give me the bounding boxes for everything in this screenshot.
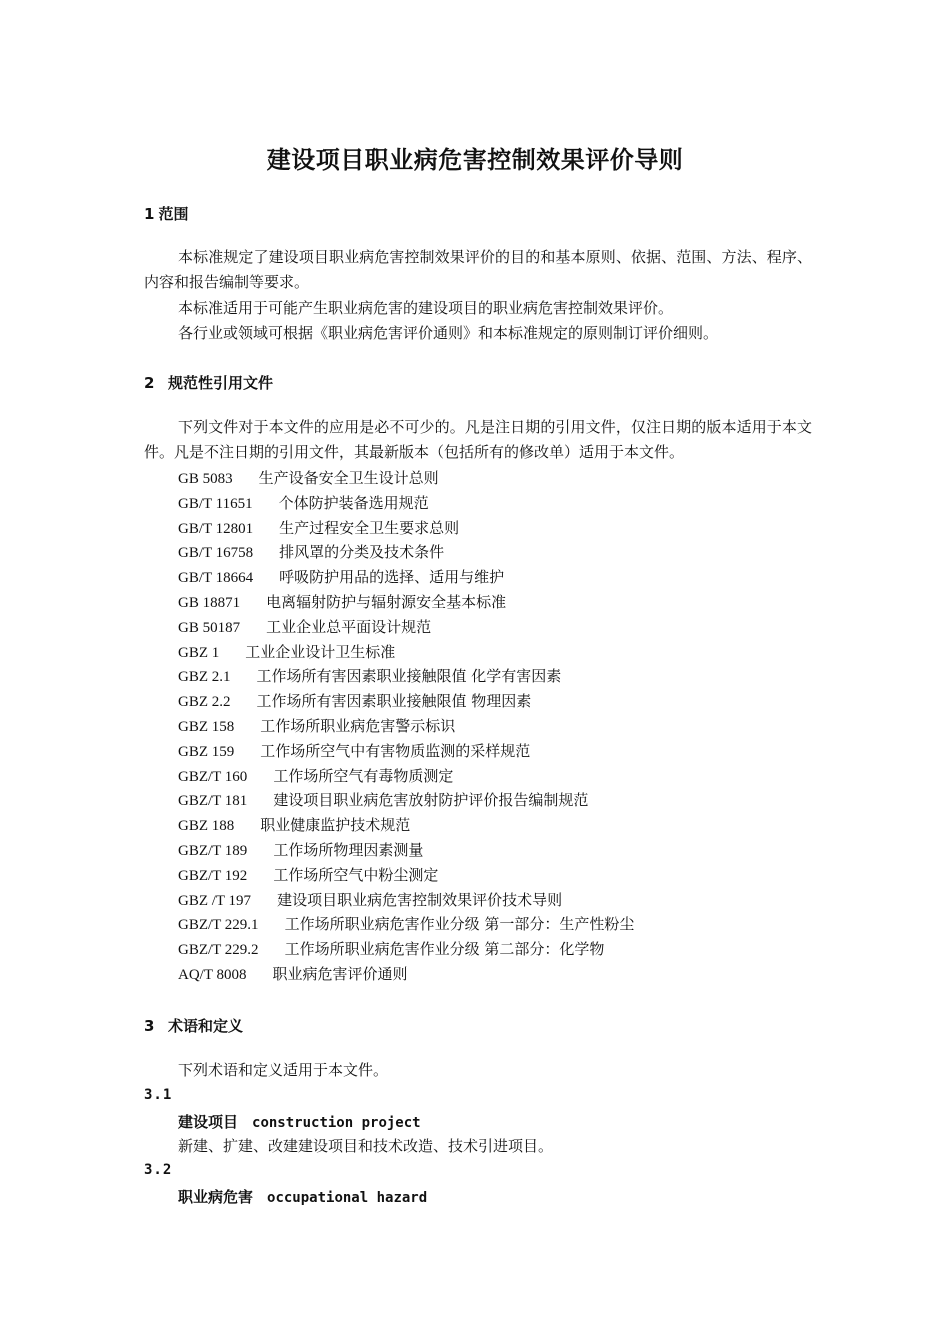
- section-1-paragraph-2: 本标准适用于可能产生职业病危害的建设项目的职业病危害控制效果评价。: [178, 299, 674, 317]
- reference-code: AQ/T 8008: [178, 966, 247, 983]
- section-3-intro: 下列术语和定义适用于本文件。: [178, 1061, 389, 1079]
- reference-title: 生产设备安全卫生设计总则: [258, 469, 439, 487]
- reference-code: GB/T 18664: [178, 570, 254, 587]
- reference-item: [178, 937, 634, 962]
- reference-code: GBZ/T 189: [178, 842, 248, 859]
- reference-item: [178, 590, 634, 615]
- reference-title: 工作场所职业病危害警示标识: [260, 716, 456, 735]
- reference-code: GBZ/T 229.2: [178, 942, 259, 959]
- reference-item: [178, 466, 634, 491]
- reference-item: [178, 540, 634, 565]
- reference-item: [178, 863, 634, 888]
- reference-item: [178, 615, 634, 640]
- reference-list: [178, 466, 634, 987]
- reference-item: [178, 813, 634, 838]
- term-english: construction project: [252, 1115, 421, 1131]
- reference-title: 工业企业设计卫生标准: [245, 642, 396, 661]
- reference-title: 工作场所职业病危害作业分级 第二部分：化学物: [284, 940, 605, 959]
- reference-title: 工作场所物理因素测量: [273, 840, 424, 859]
- reference-code: GBZ/T 229.1: [178, 917, 259, 934]
- reference-item: [178, 565, 634, 590]
- reference-code: GBZ 158: [178, 718, 235, 735]
- section-1-paragraph-3: 各行业或领域可根据《职业病危害评价通则》和本标准规定的原则制订评价细则。: [178, 324, 719, 342]
- reference-code: GBZ 2.2: [178, 694, 231, 711]
- reference-item: [178, 912, 634, 937]
- reference-item: [178, 640, 634, 665]
- reference-title: 建设项目职业病危害放射防护评价报告编制规范: [273, 791, 589, 810]
- term-number: 3.1: [144, 1087, 173, 1103]
- reference-code: GB 5083: [178, 471, 233, 487]
- reference-code: GBZ 188: [178, 818, 235, 835]
- reference-code: GBZ /T 197: [178, 892, 252, 909]
- reference-item: [178, 664, 634, 689]
- section-1-heading: [144, 203, 188, 224]
- reference-item: [178, 888, 634, 913]
- reference-title: 工作场所有害因素职业接触限值 化学有害因素: [256, 667, 562, 686]
- reference-code: GBZ/T 160: [178, 768, 248, 785]
- reference-item: [178, 714, 634, 739]
- reference-code: GB 18871: [178, 594, 241, 611]
- reference-title: 个体防护装备选用规范: [278, 493, 429, 512]
- reference-item: [178, 739, 634, 764]
- reference-item: [178, 788, 634, 813]
- reference-title: 工作场所空气中粉尘测定: [273, 865, 439, 884]
- reference-title: 电离辐射防护与辐射源安全基本标准: [266, 592, 507, 611]
- reference-title: 工作场所有害因素职业接触限值 物理因素: [256, 692, 532, 711]
- term-english: occupational hazard: [267, 1190, 428, 1206]
- section-1-paragraph-1: 本标准规定了建设项目职业病危害控制效果评价的目的和基本原则、依据、范围、方法、程序、内容和报告编制等要求。: [144, 248, 812, 291]
- reference-code: GBZ/T 192: [178, 867, 248, 884]
- reference-item: [178, 962, 634, 987]
- section-number: 1: [144, 205, 155, 223]
- reference-item: [178, 689, 634, 714]
- reference-code: GBZ 159: [178, 743, 235, 760]
- reference-code: GBZ/T 181: [178, 793, 248, 810]
- reference-title: 职业健康监护技术规范: [260, 816, 411, 835]
- reference-title: 工作场所空气有毒物质测定: [273, 766, 454, 785]
- reference-title: 职业病危害评价通则: [272, 964, 408, 983]
- section-number: 3: [144, 1017, 155, 1035]
- reference-code: GBZ 1: [178, 644, 220, 661]
- reference-code: GB/T 12801: [178, 520, 254, 537]
- reference-title: 工作场所职业病危害作业分级 第一部分：生产性粉尘: [284, 915, 635, 934]
- reference-title: 建设项目职业病危害控制效果评价技术导则: [277, 890, 563, 909]
- reference-title: 生产过程安全卫生要求总则: [279, 518, 460, 537]
- term-chinese: 建设项目: [178, 1113, 239, 1131]
- reference-item: [178, 516, 634, 541]
- term-number: 3.2: [144, 1162, 173, 1178]
- document-title: 建设项目职业病危害控制效果评价导则: [266, 146, 684, 174]
- term-heading: [178, 1186, 427, 1207]
- section-number: 2: [144, 374, 155, 392]
- section-2-intro: 下列文件对于本文件的应用是必不可少的。凡是注日期的引用文件，仅注日期的版本适用于本文件。凡是不注日期的引用文件，其最新版本（包括所有的修改单）适用于本文件。: [144, 418, 812, 461]
- reference-item: [178, 491, 634, 516]
- reference-title: 排风罩的分类及技术条件: [279, 543, 445, 562]
- section-title: 规范性引用文件: [168, 374, 274, 392]
- term-definition: 新建、扩建、改建建设项目和技术改造、技术引进项目。: [178, 1137, 554, 1155]
- reference-title: 呼吸防护用品的选择、适用与维护: [279, 568, 505, 587]
- term-heading: [178, 1111, 421, 1132]
- reference-code: GB/T 16758: [178, 545, 254, 562]
- reference-code: GB 50187: [178, 619, 241, 636]
- reference-code: GB/T 11651: [178, 495, 253, 512]
- term-chinese: 职业病危害: [178, 1188, 254, 1206]
- reference-item: [178, 764, 634, 789]
- section-3-heading: [144, 1015, 243, 1036]
- reference-code: GBZ 2.1: [178, 669, 231, 686]
- reference-item: [178, 838, 634, 863]
- section-2-heading: [144, 372, 273, 393]
- reference-title: 工作场所空气中有害物质监测的采样规范: [260, 741, 531, 760]
- section-title: 范围: [158, 205, 189, 223]
- section-title: 术语和定义: [168, 1017, 244, 1035]
- reference-title: 工业企业总平面设计规范: [266, 617, 432, 636]
